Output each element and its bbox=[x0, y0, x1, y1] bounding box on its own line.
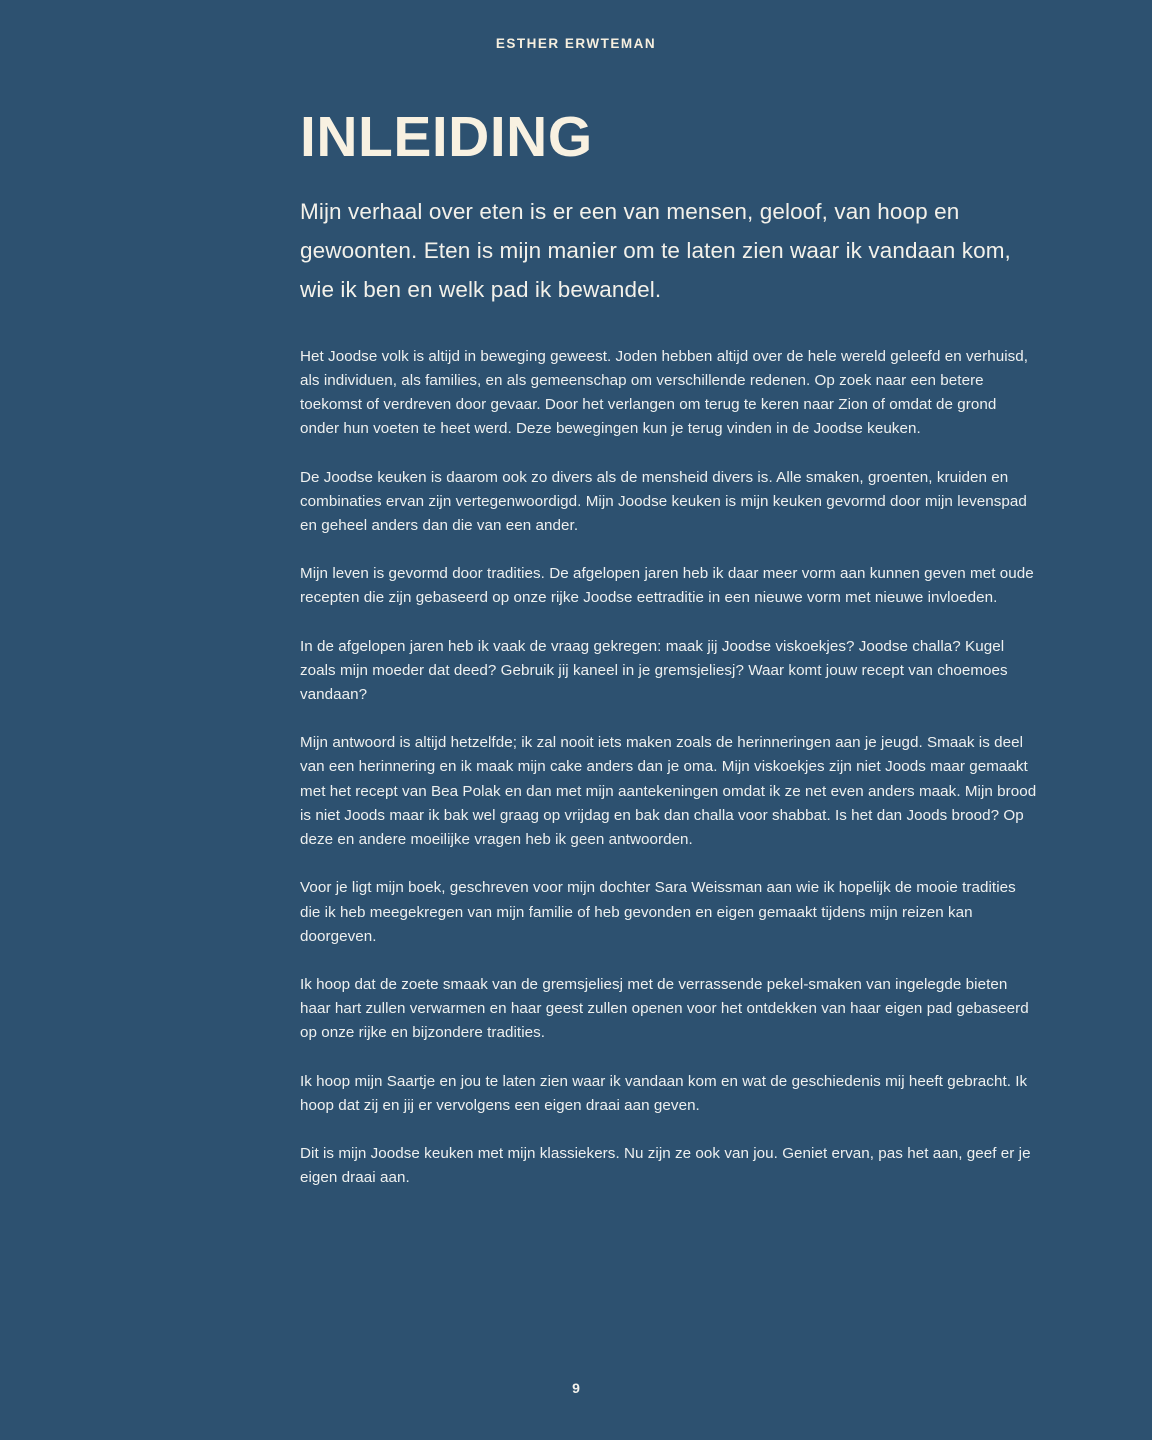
paragraph: Het Joodse volk is altijd in beweging geweest. Joden hebben altijd over de hele wereld geleefd en verhuisd, als individuen, als families, en als gemeenschap om verschillende redenen. Op zoek naar een betere toekomst of verdreven door gevaar. Door het verlangen om terug te keren naar Zion of omdat de grond onder hun voeten te heet werd. Deze bewegingen kun je terug vinden in de Joodse keuken. bbox=[300, 347, 1029, 438]
paragraph: Mijn antwoord is altijd hetzelfde; ik zal nooit iets maken zoals de herinneringen aan je jeugd. Smaak is deel van een herinnering en ik maak mijn cake anders dan je oma. Mijn viskoekjes zijn niet Joods maar gemaakt met het recept van Bea Polak en dan met mijn aantekeningen omdat ik ze net even anders maak. Mijn brood is niet Joods maar ik bak wel graag op vrijdag en bak dan challa voor shabbat. Is het dan Joods brood? Op deze en andere moeilijke vragen heb ik geen antwoorden. bbox=[300, 734, 1037, 849]
lead-paragraph: Mijn verhaal over eten is er een van mensen, geloof, van hoop en gewoonten. Eten is mijn manier om te laten zien waar ik vandaan kom, wie ik ben en welk pad ik bewandel. bbox=[300, 198, 1011, 302]
running-head: ESTHER ERWTEMAN bbox=[495, 36, 657, 51]
paragraph: In de afgelopen jaren heb ik vaak de vraag gekregen: maak jij Joodse viskoekjes? Joodse challa? Kugel zoals mijn moeder dat deed? Gebruik jij kaneel in je gremsjeliesj? Waar komt jouw recept van choemoes vandaan? bbox=[300, 637, 1008, 704]
paragraph: Mijn leven is gevormd door tradities. De afgelopen jaren heb ik daar meer vorm aan kunnen geven met oude recepten die zijn gebaseerd op onze rijke Joodse eettraditie in een nieuwe vorm met nieuwe invloeden. bbox=[300, 565, 1034, 607]
paragraph: De Joodse keuken is daarom ook zo divers als de mensheid divers is. Alle smaken, groenten, kruiden en combinaties ervan zijn vertegenwoordigd. Mijn Joodse keuken is mijn keuken gevormd door mijn levenspad en geheel anders dan die van een ander. bbox=[300, 468, 1027, 535]
paragraph: Ik hoop mijn Saartje en jou te laten zien waar ik vandaan kom en wat de geschiedenis mij heeft gebracht. Ik hoop dat zij en jij er vervolgens een eigen draai aan geven. bbox=[300, 1072, 1028, 1114]
page-title: INLEIDING bbox=[300, 105, 593, 169]
page-number: 9 bbox=[572, 1380, 580, 1396]
body-copy bbox=[300, 309, 1037, 1190]
page-content bbox=[300, 0, 1037, 1190]
paragraph: Ik hoop dat de zoete smaak van de gremsjeliesj met de verrassende pekel-smaken van ingelegde bieten haar hart zullen verwarmen en haar geest zullen openen voor het ontdekken van haar eigen pad gebaseerd op onze rijke en bijzondere tradities. bbox=[300, 975, 1029, 1042]
paragraph: Voor je ligt mijn boek, geschreven voor mijn dochter Sara Weissman aan wie ik hopelijk de mooie tradities die ik heb meegekregen van mijn familie of heb gevonden en eigen gemaakt tijdens mijn reizen kan doorgeven. bbox=[300, 879, 1016, 945]
paragraph: Dit is mijn Joodse keuken met mijn klassiekers. Nu zijn ze ook van jou. Geniet ervan, pas het aan, geef er je eigen draai aan. bbox=[300, 1144, 1031, 1187]
